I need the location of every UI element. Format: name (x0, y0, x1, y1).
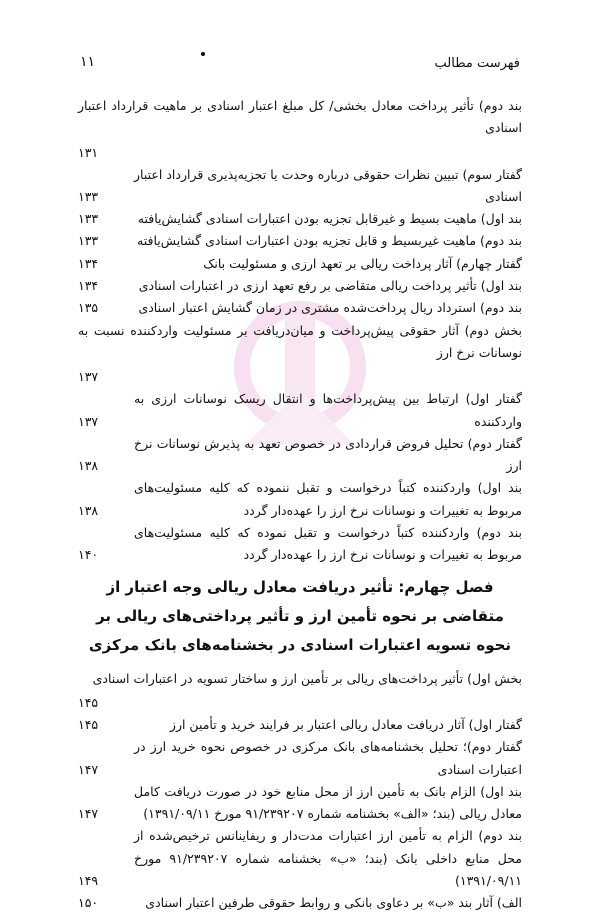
chapter-heading: فصل چهارم: تأثیر دریافت معادل ریالی وجه اعتبار از متقاضی بر نحوه تأمین ارز و تأثیر پرداختی‌های ریالی بر نحوه تسویه اعتبارات اسنادی در بخشنامه‌های بانک مرکزی (88, 577, 512, 654)
toc-entry: گفتار دوم)؛ تحلیل بخشنامه‌های بانک مرکزی در خصوص نحوه خرید ارز در اعتبارات اسنادی ۱۴۷ (78, 739, 522, 777)
toc-entry: الف) آثار بند «ب» بر دعاوی بانکی و روابط حقوقی طرفین اعتبار اسنادی ۱۵۰ (78, 895, 522, 911)
running-title: فهرست مطالب (434, 56, 520, 71)
toc-entry: بخش اول) تأثیر پرداخت‌های ریالی بر تأمین ارز و ساختار تسویه در اعتبارات اسنادی ۱۴۵ (78, 670, 522, 710)
toc-entry: بخش دوم) آثار حقوقی پیش‌پرداخت و میان‌دریافت بر مسئولیت واردکننده نسبت به نوسانات نرخ ارز ۱۳۷ (78, 322, 522, 385)
toc-entry: گفتار دوم) تحلیل فروض قراردادی در خصوص تعهد به پذیرش نوسانات نرخ ارز ۱۳۸ (78, 435, 522, 474)
ink-dot (201, 52, 205, 56)
toc-entry: بند دوم) واردکننده کتباً درخواست و تقبل نموده که کلیه مسئولیت‌های مربوط به تغییرات و نوسانات نرخ ارز را عهده‌دار گردد ۱۴۰ (78, 525, 522, 563)
page-header (80, 54, 520, 76)
page-number: ۱۱ (80, 54, 96, 70)
toc-entry: بند اول) الزام بانک به تأمین ارز از محل منابع خود در صورت دریافت کامل معادل ریالی (بند؛ «الف» بخشنامه شماره ۹۱/۲۳۹۲۰۷ مورخ ۱۳۹۱/۰۹/۱۱) ۱۴۷ (78, 783, 522, 822)
toc-entry: بند اول) ماهیت بسیط و غیرقابل تجزیه بودن اعتبارات اسنادی گشایش‌یافته ۱۳۳ (78, 211, 522, 227)
toc-entry: بند دوم) تأثیر پرداخت معادل بخشی/ کل مبلغ اعتبار اسنادی بر ماهیت قرارداد اعتبار اسنادی ۱۳۱ (78, 98, 522, 160)
toc-entry: بند دوم) استرداد ریال پرداخت‌شده مشتری در زمان گشایش اعتبار اسنادی ۱۳۵ (78, 300, 522, 316)
table-of-contents (78, 95, 522, 915)
toc-entry: بند دوم) الزام به تأمین ارز اعتبارات مدت‌دار و ریفاینانس ترخیص‌شده از محل منابع داخلی بانک (بند؛ «ب» بخشنامه شماره ۹۱/۲۳۹۲۰۷ مورخ ۱۳۹۱/۰۹/۱۱) ۱۴۹ (78, 828, 523, 889)
toc-entry: بند اول) تأثیر پرداخت ریالی متقاضی بر رفع تعهد ارزی در اعتبارات اسنادی ۱۳۴ (78, 278, 522, 294)
toc-entry: گفتار اول) آثار دریافت معادل ریالی اعتبار بر فرایند خرید و تأمین ارز ۱۴۵ (78, 716, 522, 732)
toc-entry: بند اول) واردکننده کتباً درخواست و تقبل ننموده که کلیه مسئولیت‌های مربوط به تغییرات و نوسانات نرخ ارز را عهده‌دار گردد ۱۳۸ (78, 480, 522, 518)
toc-entry: گفتار اول) ارتباط بین پیش‌پرداخت‌ها و انتقال ریسک نوسانات ارزی به واردکننده ۱۳۷ (78, 391, 522, 429)
toc-entry: گفتار سوم) تبیین نظرات حقوقی درباره وحدت یا تجزیه‌پذیری قرارداد اعتبار اسنادی ۱۳۳ (78, 166, 522, 204)
toc-entry: بند دوم) ماهیت غیربسیط و قابل تجزیه بودن اعتبارات اسنادی گشایش‌یافته ۱۳۳ (78, 233, 522, 249)
toc-entry: گفتار چهارم) آثار پرداخت ریالی بر تعهد ارزی و مسئولیت بانک ۱۳۴ (78, 255, 522, 271)
